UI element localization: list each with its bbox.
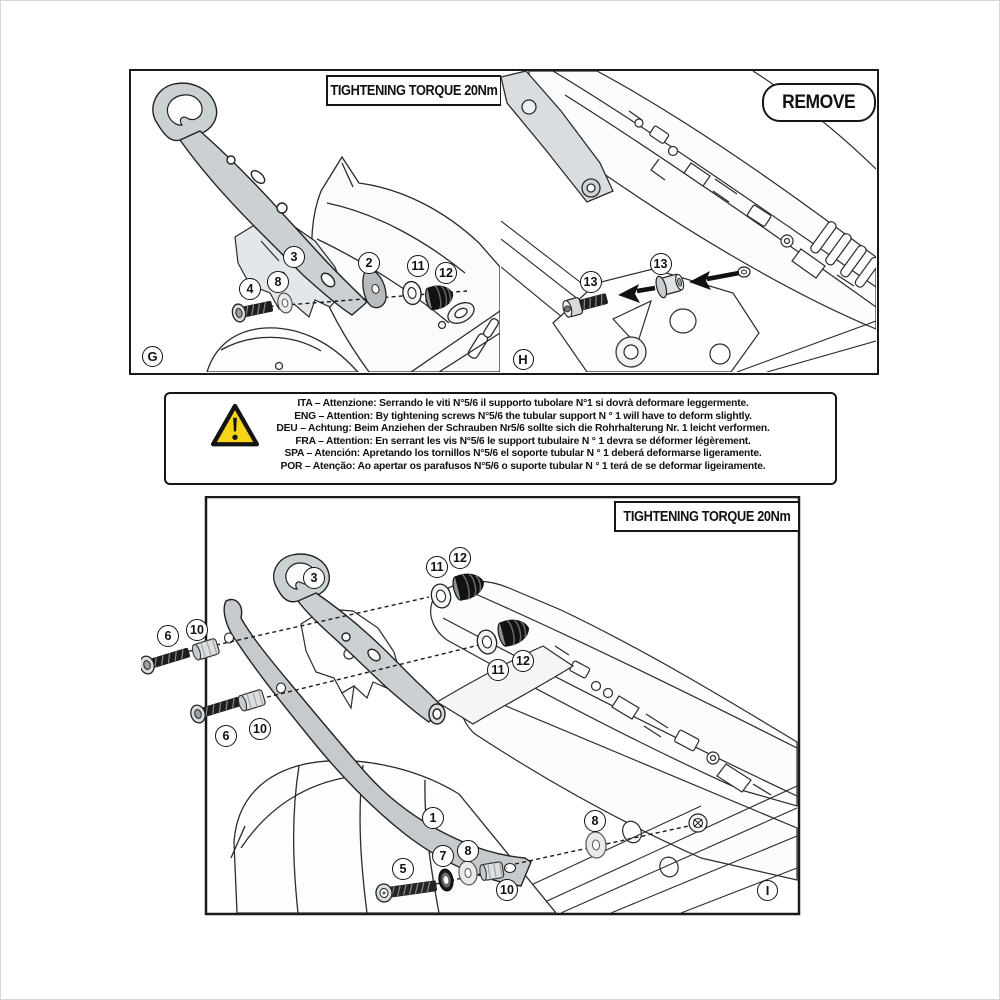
warning-line-fra: FRA – Attention: En serrant les vis N°5/6 le support tubulaire N ° 1 devra se déformer légèrement. — [295, 435, 751, 447]
panel-letter-h: H — [513, 349, 534, 370]
panel-g — [129, 69, 503, 375]
callout-8: 8 — [267, 271, 289, 293]
warning-line-eng: ENG – Attention: By tightening screws N°5/6 the tubular support N ° 1 will have to deform slightly. — [294, 410, 752, 422]
callout-3: 3 — [303, 567, 325, 589]
callout-13-grommet: 13 — [650, 253, 672, 275]
callout-11: 11 — [407, 255, 429, 277]
callout-2: 2 — [358, 252, 380, 274]
callout-10-lower: 10 — [249, 718, 271, 740]
callout-12: 12 — [435, 262, 457, 284]
warning-text — [226, 398, 820, 473]
warning-line-por: POR – Atenção: Ao apertar os parafusos N°5/6 o suporte tubular N ° 1 terá de se deformar ligeiramente. — [280, 460, 766, 472]
screw-part6-lower — [189, 693, 243, 725]
torque-label-g-text: TIGHTENING TORQUE 20Nm — [330, 82, 498, 99]
panel-letter-g: G — [142, 346, 163, 367]
panel-i — [141, 496, 801, 916]
warning-box — [164, 392, 837, 485]
warning-line-deu: DEU – Achtung: Beim Anziehen der Schrauben Nr5/6 sollte sich die Rohrhalterung Nr. 1 leicht verformen. — [276, 423, 770, 435]
callout-1: 1 — [422, 807, 444, 829]
spacer-part10-bottom — [479, 862, 504, 881]
panel-letter-i: I — [757, 880, 778, 901]
callout-12-upper: 12 — [449, 547, 471, 569]
torque-label-i — [614, 501, 800, 532]
spacer-part10-lower — [237, 689, 266, 712]
callout-3: 3 — [283, 246, 305, 268]
screw-part6-upper — [141, 644, 192, 676]
washer-part8-right — [585, 831, 608, 859]
callout-13-screw: 13 — [580, 271, 602, 293]
callout-8-left: 8 — [457, 840, 479, 862]
frame-screw-hole — [689, 814, 707, 832]
remove-label-text: REMOVE — [781, 91, 855, 113]
torque-label-g — [326, 75, 502, 106]
callout-11-upper: 11 — [426, 556, 448, 578]
callout-10-bottom: 10 — [496, 879, 518, 901]
callout-5: 5 — [392, 858, 414, 880]
callout-8-right: 8 — [584, 810, 606, 832]
callout-4: 4 — [239, 278, 261, 300]
remove-label — [762, 83, 876, 122]
callout-12-lower: 12 — [512, 650, 534, 672]
warning-line-spa: SPA – Atención: Apretando los tornillos N°5/6 el soporte tubular N ° 1 deberá deformarse ligeramente. — [284, 448, 762, 460]
panel-h — [501, 69, 879, 375]
screw-hole — [738, 267, 750, 277]
motorcycle-tail-frame — [312, 157, 500, 372]
panel-g-drawing — [131, 71, 500, 372]
callout-7: 7 — [432, 845, 454, 867]
rear-fender — [207, 328, 358, 372]
callout-11-lower: 11 — [487, 659, 509, 681]
warning-line-ita: ITA – Attenzione: Serrando le viti N°5/6 il supporto tubolare N°1 si dovrà deformare leggermente. — [297, 398, 749, 409]
spacer-part10-upper — [191, 638, 220, 661]
callout-10-upper: 10 — [186, 619, 208, 641]
callout-6-lower: 6 — [215, 725, 237, 747]
screw-part4 — [231, 297, 274, 323]
callout-6-upper: 6 — [157, 625, 179, 647]
torque-label-i-text: TIGHTENING TORQUE 20Nm — [623, 508, 791, 525]
